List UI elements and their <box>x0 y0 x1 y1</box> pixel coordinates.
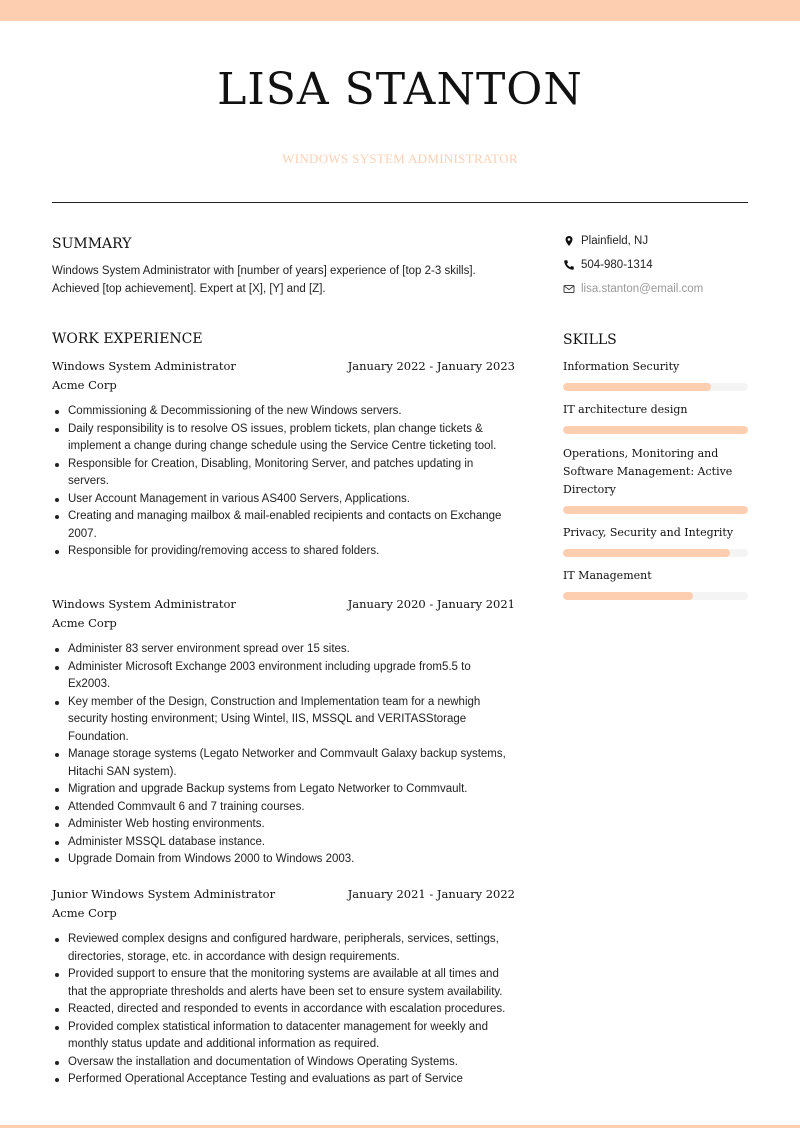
job-bullets <box>52 403 515 561</box>
job-company: Acme Corp <box>52 906 117 920</box>
phone-icon <box>563 259 575 271</box>
job-bullet: Performed Operational Acceptance Testing and evaluations as part of Service <box>52 1071 515 1089</box>
job-title: Junior Windows System Administrator <box>52 887 276 901</box>
skill-level-fill <box>563 383 711 391</box>
job-bullet: Oversaw the installation and documentation of Windows Operating Systems. <box>52 1054 515 1072</box>
skill-level-fill <box>563 506 748 514</box>
job-bullet: Creating and managing mailbox & mail-enabled recipients and contacts on Exchange 2007. <box>52 508 515 543</box>
skill-level-fill <box>563 592 693 600</box>
job-bullet: Attended Commvault 6 and 7 training courses. <box>52 799 515 817</box>
skills-heading: SKILLS <box>563 332 617 348</box>
skill-name: Privacy, Security and Integrity <box>563 526 734 539</box>
skill-level-bar <box>563 383 748 391</box>
job-bullet: Commissioning & Decommissioning of the new Windows servers. <box>52 403 515 421</box>
candidate-name: LISA STANTON <box>217 64 583 115</box>
job-bullets <box>52 641 515 869</box>
summary-heading: SUMMARY <box>52 236 132 252</box>
job-bullet: Daily responsibility is to resolve OS issues, problem tickets, plan change tickets & implement a change during change schedule using the Service Centre ticketing tool. <box>52 421 515 456</box>
contact-phone <box>563 259 653 271</box>
job-title: Windows System Administrator <box>52 359 236 373</box>
skill-level-bar <box>563 549 748 557</box>
job-entry <box>52 359 515 561</box>
email-link[interactable]: lisa.stanton@email.com <box>581 283 704 295</box>
top-accent-band <box>0 0 800 21</box>
header-divider <box>52 202 748 203</box>
skill-item <box>563 567 748 600</box>
skill-level-fill <box>563 426 748 434</box>
map-pin-icon <box>563 235 575 247</box>
job-bullet: Responsible for Creation, Disabling, Monitoring Server, and patches updating in servers. <box>52 456 515 491</box>
job-bullet: Provided support to ensure that the monitoring systems are available at all times and that the appropriate thresholds and alerts have been set to ensure system availability. <box>52 966 515 1001</box>
job-company: Acme Corp <box>52 378 117 392</box>
skill-name: IT architecture design <box>563 403 688 416</box>
job-bullet: Migration and upgrade Backup systems from Legato Networker to Commvault. <box>52 781 515 799</box>
skill-name: Operations, Monitoring and Software Management: Active Directory <box>563 447 733 496</box>
envelope-icon <box>563 283 575 295</box>
job-company: Acme Corp <box>52 616 117 630</box>
skill-item <box>563 401 748 434</box>
skill-name: Information Security <box>563 360 680 373</box>
skill-item <box>563 524 748 557</box>
location-text: Plainfield, NJ <box>581 235 649 247</box>
job-dates: January 2020 - January 2021 <box>347 597 515 611</box>
job-bullet: Administer MSSQL database instance. <box>52 834 515 852</box>
skill-item <box>563 445 748 514</box>
skill-level-fill <box>563 549 730 557</box>
skill-name: IT Management <box>563 569 652 582</box>
candidate-title: WINDOWS SYSTEM ADMINISTRATOR <box>282 151 518 166</box>
skill-item <box>563 358 748 391</box>
job-bullet: Provided complex statistical information to datacenter management for weekly and monthly status update and additional information as required. <box>52 1019 515 1054</box>
job-bullet: Reviewed complex designs and configured hardware, peripherals, services, settings, directories, storage, etc. in accordance with design requirements. <box>52 931 515 966</box>
phone-text: 504-980-1314 <box>581 259 653 271</box>
skill-level-bar <box>563 506 748 514</box>
job-dates: January 2021 - January 2022 <box>347 887 515 901</box>
job-bullet: Upgrade Domain from Windows 2000 to Windows 2003. <box>52 851 515 869</box>
job-bullet: Administer Microsoft Exchange 2003 environment including upgrade from5.5 to Ex2003. <box>52 659 515 694</box>
job-bullet: Reacted, directed and responded to events in accordance with escalation procedures. <box>52 1001 515 1019</box>
job-entry <box>52 887 515 1089</box>
job-bullet: Key member of the Design, Construction and Implementation team for a newhigh security hosting environment; Using Wintel, IIS, MSSQL and VERITASStorage Foundation. <box>52 694 515 747</box>
skill-level-bar <box>563 426 748 434</box>
job-bullet: Manage storage systems (Legato Networker and Commvault Galaxy backup systems, Hitachi SAN system). <box>52 746 515 781</box>
job-bullet: Administer 83 server environment spread over 15 sites. <box>52 641 515 659</box>
contact-location <box>563 235 648 247</box>
summary-text: Windows System Administrator with [number of years] experience of [top 2-3 skills]. Achieved [top achievement]. Expert at [X], [Y] and [Z]. <box>52 265 476 295</box>
job-bullets <box>52 931 515 1089</box>
job-bullet: Responsible for providing/removing access to shared folders. <box>52 543 515 561</box>
job-dates: January 2022 - January 2023 <box>347 359 515 373</box>
skill-level-bar <box>563 592 748 600</box>
job-bullet: User Account Management in various AS400 Servers, Applications. <box>52 491 515 509</box>
work-experience-heading: WORK EXPERIENCE <box>52 331 203 347</box>
job-bullet: Administer Web hosting environments. <box>52 816 515 834</box>
job-title: Windows System Administrator <box>52 597 236 611</box>
job-entry <box>52 597 515 869</box>
contact-email[interactable] <box>563 283 703 295</box>
